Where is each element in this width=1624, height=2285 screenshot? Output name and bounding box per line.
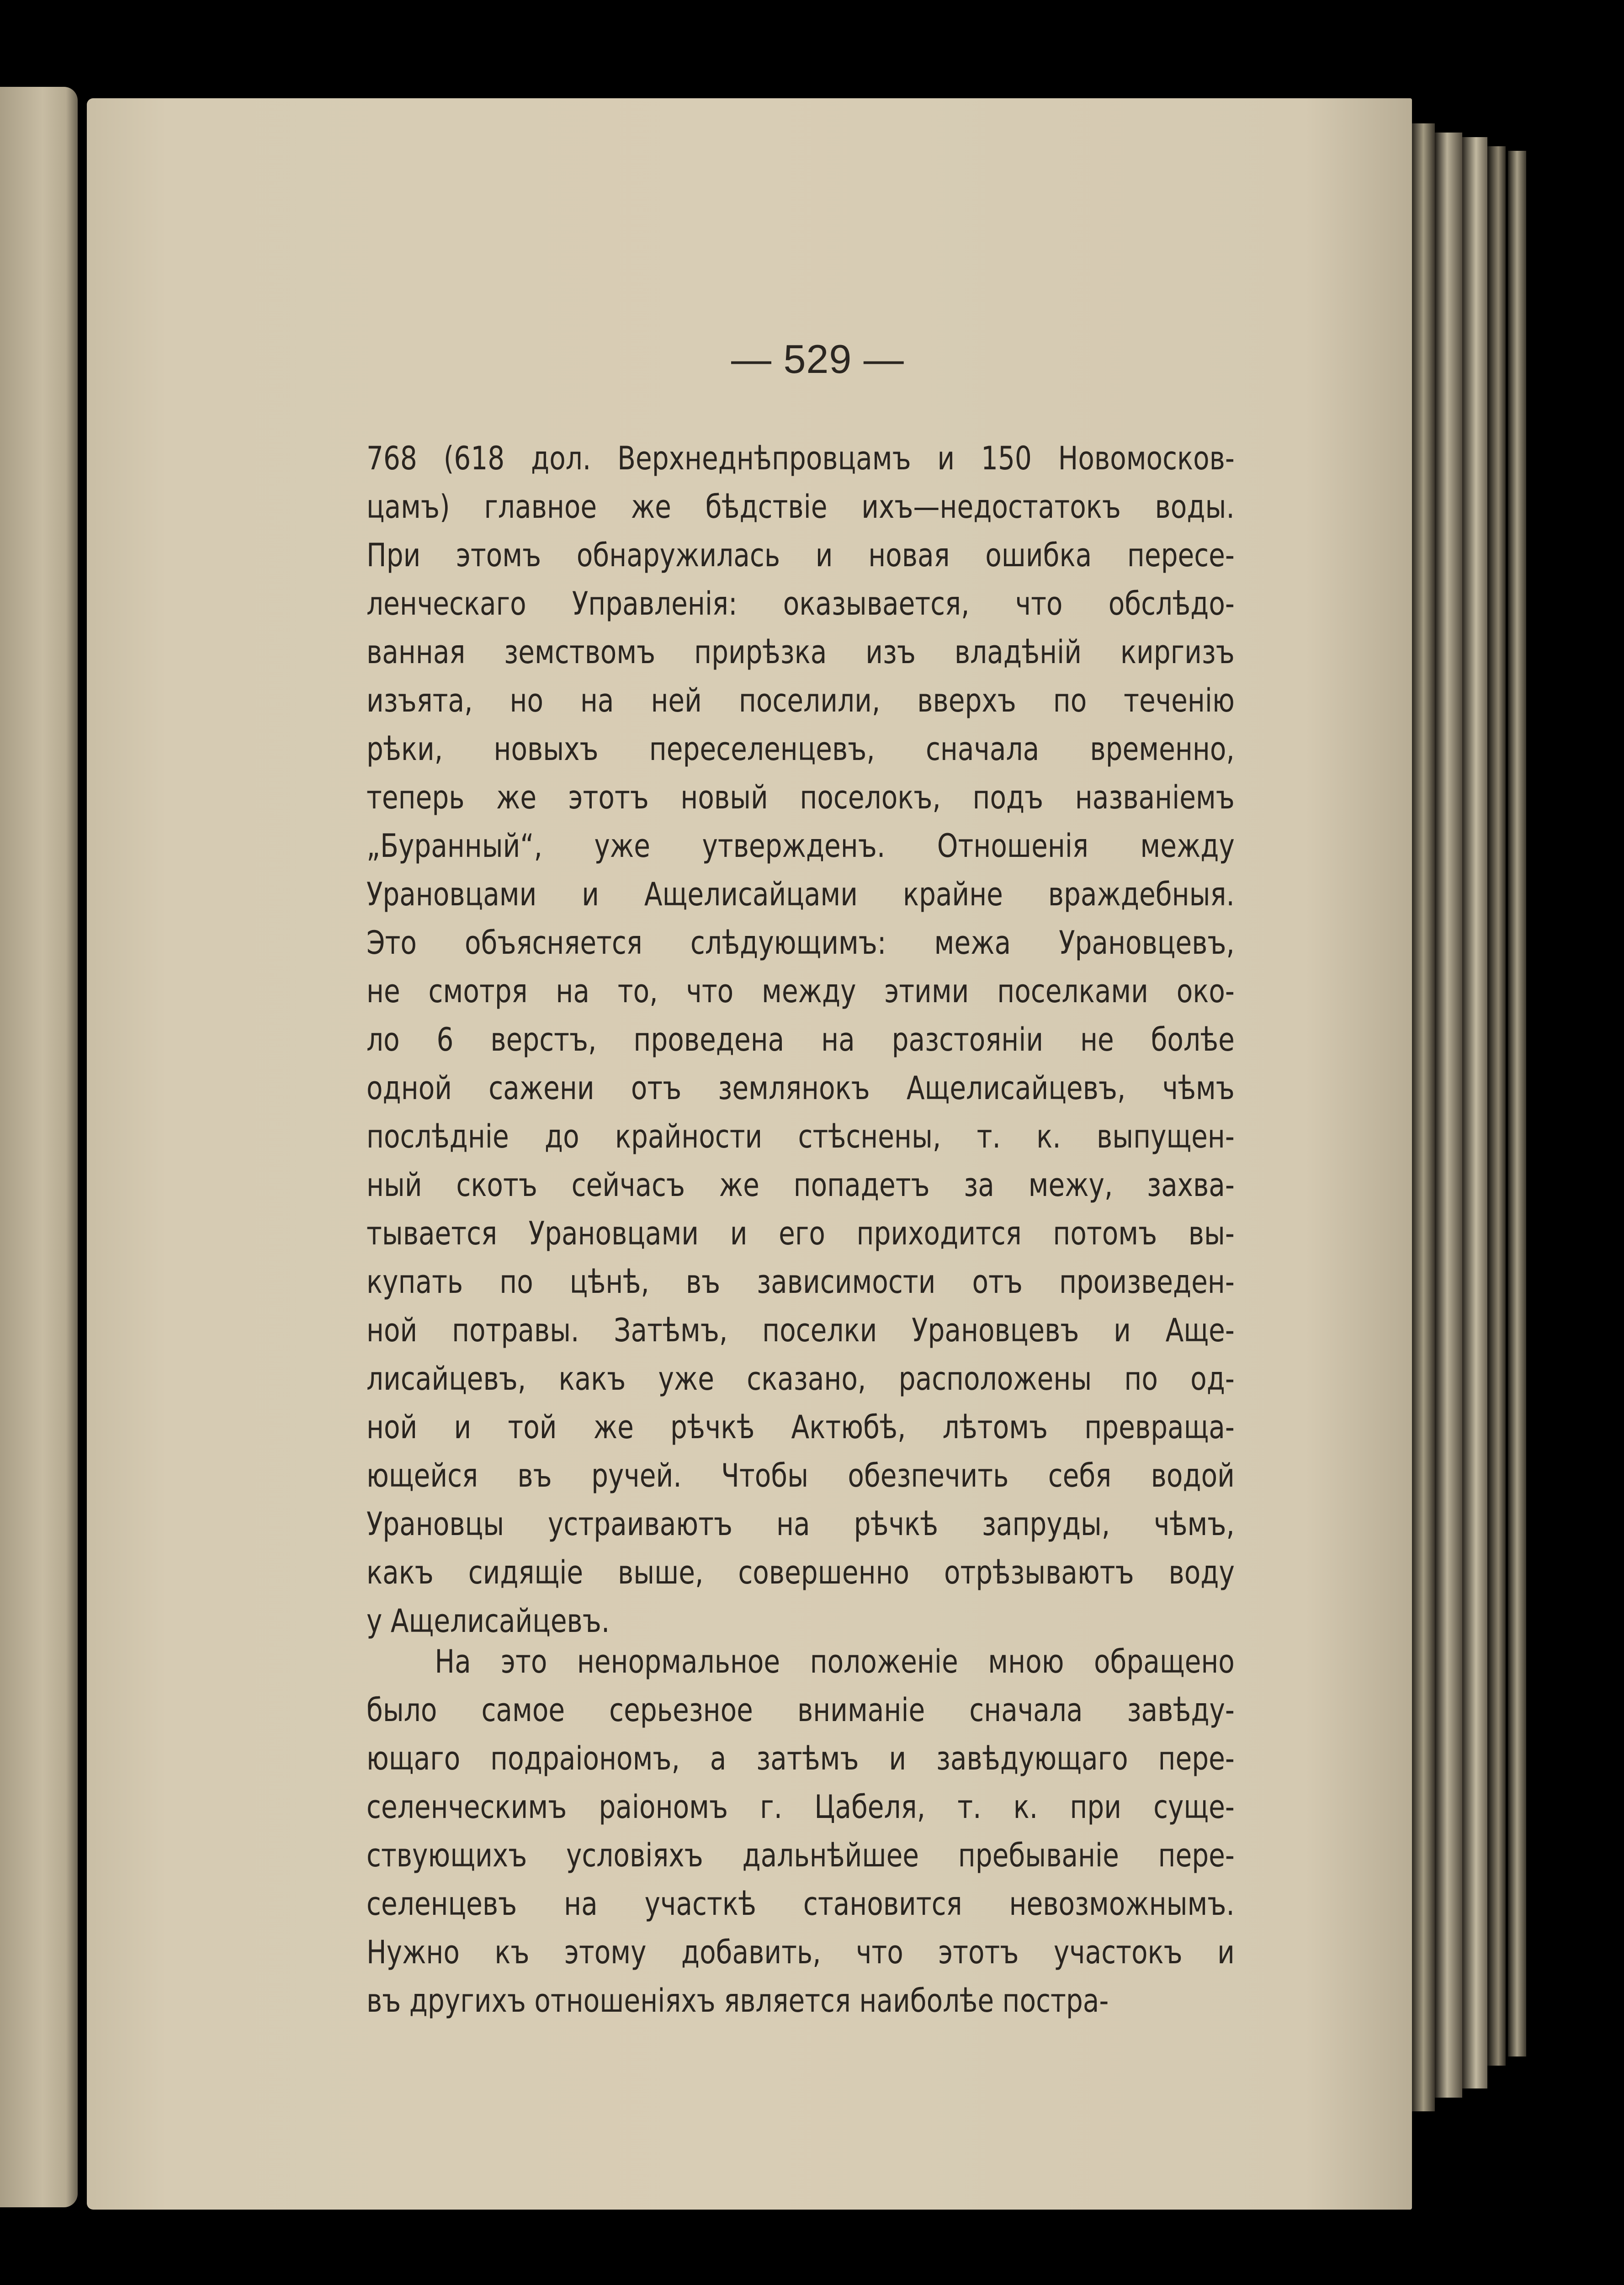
text-line: селенческимъ раіономъ г. Цабеля, т. к. при суще- (366, 1788, 1235, 1826)
text-line: ствующихъ условіяхъ дальнѣйшее пребываніе пере- (366, 1837, 1235, 1874)
text-line: При этомъ обнаружилась и новая ошибка пересе- (366, 537, 1235, 574)
text-line: рѣки, новыхъ переселенцевъ, сначала временно, (366, 730, 1235, 768)
text-line: ный скотъ сейчасъ же попадетъ за межу, захва- (366, 1166, 1235, 1204)
text-line: изъята, но на ней поселили, вверхъ по теченію (366, 682, 1235, 719)
text-line: 768 (618 дол. Верхнеднѣпровцамъ и 150 Новомосков- (366, 440, 1235, 477)
paragraph-1 (366, 434, 1235, 1645)
text-line: было самое серьезное вниманіе сначала завѣду- (366, 1691, 1235, 1729)
text-line: ло 6 верстъ, проведена на разстояніи не болѣе (366, 1021, 1235, 1058)
text-line: въ другихъ отношеніяхъ является наиболѣе постра- (366, 1982, 1109, 2019)
text-line: ющейся въ ручей. Чтобы обезпечить себя водой (366, 1457, 1235, 1494)
previous-page-edge (0, 87, 78, 2207)
page-stack-edge (1462, 137, 1487, 2088)
text-line: „Буранный“, уже утвержденъ. Отношенія между (366, 827, 1235, 865)
text-line: не смотря на то, что между этими поселками око- (366, 972, 1235, 1010)
book-page (87, 98, 1412, 2210)
page-stack-edge (1412, 123, 1435, 2111)
text-line: лисайцевъ, какъ уже сказано, расположены по од- (366, 1360, 1235, 1398)
text-line: тывается Урановцами и его приходится потомъ вы- (366, 1215, 1235, 1252)
text-line: ленческаго Управленія: оказывается, что обслѣдо- (366, 585, 1235, 622)
paragraph-2 (366, 1637, 1235, 2025)
page-stack-edge (1435, 133, 1462, 2098)
text-line: послѣдніе до крайности стѣснены, т. к. выпущен- (366, 1118, 1235, 1155)
page-stack-edge (1508, 151, 1526, 2056)
text-line: Урановцами и Ащелисайцами крайне враждебныя. (366, 876, 1235, 913)
text-line: Это объясняется слѣдующимъ: межа Урановцевъ, (366, 924, 1235, 962)
text-line: ванная земствомъ прирѣзка изъ владѣній киргизъ (366, 633, 1235, 671)
page-number: — 529 — (731, 336, 904, 382)
text-line: одной сажени отъ землянокъ Ащелисайцевъ, чѣмъ (366, 1069, 1235, 1107)
text-line: ной потравы. Затѣмъ, поселки Урановцевъ и Аще- (366, 1312, 1235, 1349)
text-line: у Ащелисайцевъ. (366, 1602, 610, 1640)
text-line: Нужно къ этому добавить, что этотъ участокъ и (366, 1934, 1235, 1971)
text-line: селенцевъ на участкѣ становится невозможнымъ. (366, 1885, 1235, 1923)
text-line: купать по цѣнѣ, въ зависимости отъ произведен- (366, 1263, 1235, 1301)
text-line: теперь же этотъ новый поселокъ, подъ названіемъ (366, 779, 1235, 816)
text-line: Урановцы устраиваютъ на рѣчкѣ запруды, чѣмъ, (366, 1505, 1235, 1543)
text-line: какъ сидящіе выше, совершенно отрѣзываютъ воду (366, 1554, 1235, 1591)
page-stack-edge (1487, 146, 1506, 2066)
text-line: На это ненормальное положеніе мною обращено (435, 1643, 1235, 1680)
text-line: цамъ) главное же бѣдствіе ихъ—недостатокъ воды. (366, 488, 1235, 526)
text-line: ной и той же рѣчкѣ Актюбѣ, лѣтомъ превраща- (366, 1408, 1235, 1446)
text-line: ющаго подраіономъ, а затѣмъ и завѣдующаго пере- (366, 1740, 1235, 1777)
